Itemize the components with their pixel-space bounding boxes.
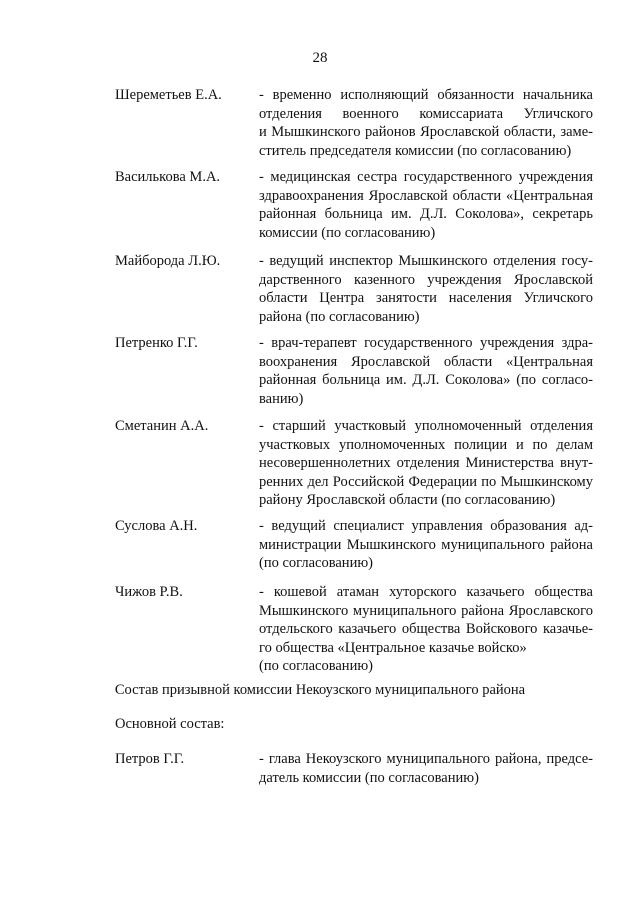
role-line: дарственного казенного учреждения Ярославской	[259, 271, 593, 288]
member-role	[259, 334, 593, 408]
role-line: району Ярославской области (по согласованию)	[259, 492, 556, 509]
role-line: - медицинская сестра государственного учреждения	[259, 169, 593, 185]
section-heading: Состав призывной комиссии Некоузского муниципального района	[114, 682, 526, 698]
role-line: отделения военного комиссариата Угличского	[259, 105, 593, 122]
role-line: районная больница им. Д.Л. Соколова», секретарь	[259, 206, 593, 223]
member-role	[259, 86, 593, 160]
role-line: районная больница им. Д.Л. Соколова» (по согласо-	[259, 372, 593, 389]
member-name: Чижов Р.В.	[115, 584, 183, 600]
member-name: Сметанин А.А.	[115, 418, 209, 434]
role-line: - кошевой атаман хуторского казачьего общества	[259, 584, 593, 600]
role-line: (по согласованию)	[259, 555, 373, 572]
role-line: - временно исполняющий обязанности начальника	[259, 87, 593, 103]
role-line: отдельского казачьего общества Войскового казачье-	[259, 621, 593, 638]
member-role	[259, 168, 593, 242]
member-name: Петров Г.Г.	[115, 751, 185, 767]
member-name: Петренко Г.Г.	[115, 335, 198, 351]
role-line: министрации Мышкинского муниципального района	[259, 536, 593, 553]
role-line: - старший участковый уполномоченный отделения	[259, 418, 593, 434]
role-line: района (по согласованию)	[259, 308, 420, 325]
role-line: несовершеннолетних отделения Министерства внут-	[259, 455, 593, 472]
page-number: 28	[312, 50, 328, 66]
member-role	[259, 417, 593, 510]
role-line: здравоохранения Ярославской области «Центральная	[259, 187, 593, 204]
role-line: ванию)	[259, 390, 304, 407]
member-role	[259, 252, 593, 326]
member-role	[259, 517, 593, 573]
member-name: Василькова М.А.	[115, 169, 221, 185]
subheading: Основной состав:	[115, 716, 225, 732]
member-name: Суслова А.Н.	[115, 518, 198, 534]
role-line: Мышкинского муниципального района Ярославского	[259, 602, 593, 619]
role-line: - глава Некоузского муниципального района, предсе-	[259, 751, 593, 767]
role-line: (по согласованию)	[259, 658, 373, 675]
role-line: воохранения Ярославской области «Центральная	[259, 353, 593, 370]
member-role	[259, 750, 593, 787]
role-line: области Центра занятости населения Угличского	[259, 290, 593, 307]
role-line: - ведущий инспектор Мышкинского отделения госу-	[259, 253, 593, 269]
member-role	[259, 583, 593, 676]
member-name: Шереметьев Е.А.	[115, 87, 222, 103]
role-line: датель комиссии (по согласованию)	[259, 769, 479, 786]
role-line: го общества «Центральное казачье войско»	[259, 639, 527, 656]
role-line: ренних дел Российской Федерации по Мышкинскому	[259, 473, 593, 490]
role-line: комиссии (по согласованию)	[259, 224, 436, 241]
role-line: - врач-терапевт государственного учреждения здра-	[259, 335, 593, 351]
role-line: участковых уполномоченных полиции и по делам	[259, 436, 593, 453]
role-line: и Мышкинского районов Ярославской области, заме-	[259, 124, 593, 141]
role-line: - ведущий специалист управления образования ад-	[259, 518, 593, 534]
role-line: ститель председателя комиссии (по согласованию)	[259, 142, 572, 159]
member-name: Майборода Л.Ю.	[115, 253, 221, 269]
